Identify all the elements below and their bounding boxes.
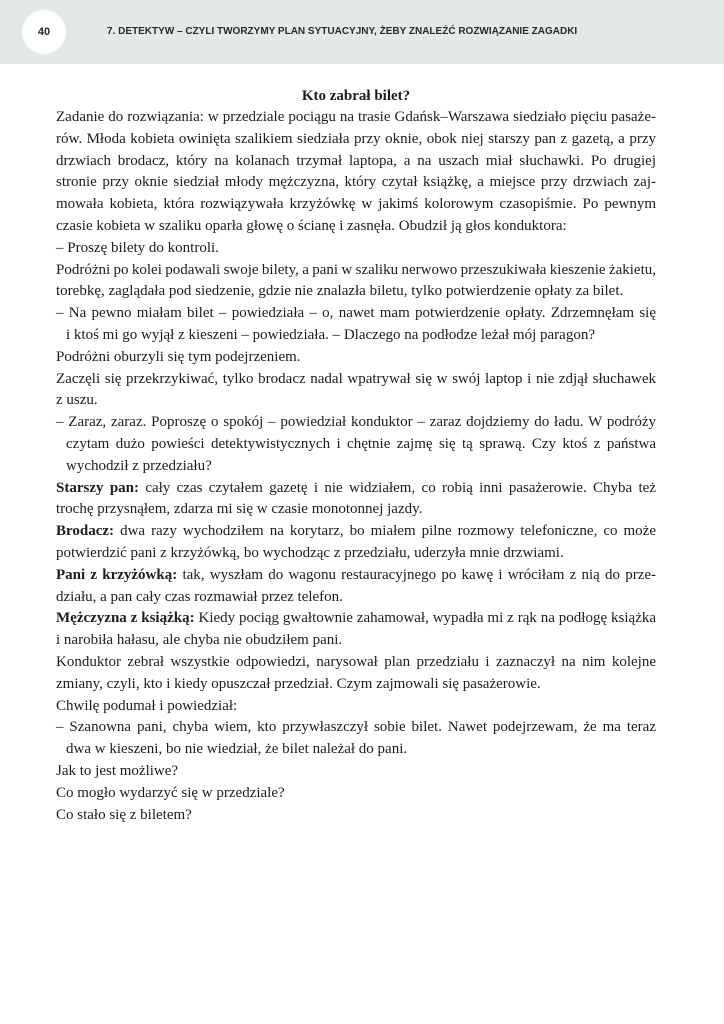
dialogue-paragraph	[56, 717, 656, 761]
narrative-paragraph	[56, 347, 656, 369]
text-line: – Proszę bilety do kontroli.	[56, 239, 219, 256]
speaker-label: Pani z krzyżówką:	[56, 566, 178, 583]
narrative-paragraph	[56, 369, 656, 413]
testimony-text: dwa razy wychodziłem na korytarz, bo miałem pilne rozmowy telefoniczne, co może	[120, 523, 656, 540]
text-line	[56, 608, 656, 630]
speaker-label: Starszy pan:	[56, 479, 139, 496]
testimony-text: tak, wyszłam do wagonu restauracyjnego po kawę i wróciłam z nią do prze-	[182, 566, 657, 583]
page-number-badge	[22, 10, 66, 54]
text-line: – Na pewno miałam bilet – powiedziała – o, nawet mam potwierdzenie opłaty. Zdrzemnęłam się	[56, 305, 656, 322]
dialogue-paragraph	[56, 303, 656, 347]
question	[56, 805, 656, 827]
story	[56, 85, 656, 826]
text-line: i narobiła hałasu, ale chyba nie obudziłem pani.	[56, 632, 343, 649]
testimony-text: Kiedy pociąg gwałtownie zahamował, wypadła mi z rąk na podłogę książka	[198, 610, 657, 627]
narrative-paragraph	[56, 107, 656, 238]
text-line: Podróżni po kolei podawali swoje bilety, a pani w szaliku nerwowo przeszukiwała kieszenie żakietu,	[56, 261, 656, 278]
text-line	[56, 521, 656, 543]
narrative-paragraph	[56, 260, 656, 304]
story-title: Kto zabrał bilet?	[301, 88, 411, 104]
testimony-paragraph	[56, 521, 656, 565]
chapter-title: 7. DETEKTYW – CZYLI TWORZYMY PLAN SYTUACYJNY, ŻEBY ZNALEŹĆ ROZWIĄZANIE ZAGADKI	[107, 26, 578, 37]
text-line: potwierdzić pani z krzyżówką, bo wychodząc z przedziału, uderzyła mnie drzwiami.	[56, 544, 564, 561]
text-line: zmiany, czyli, kto i kiedy opuszczał przedział. Czym zajmowali się pasażerowie.	[56, 675, 541, 692]
question	[56, 783, 656, 805]
text-line: Konduktor zebrał wszystkie odpowiedzi, narysował plan przedziału i zaznaczył na nim kolejne	[56, 653, 656, 670]
running-header	[0, 0, 724, 64]
text-line: dwa w kieszeni, bo nie wiedział, że bilet należał do pani.	[66, 741, 408, 758]
question	[56, 761, 656, 783]
text-line: trochę przysnąłem, zdarza mi się w czasie monotonnej jazdy.	[56, 501, 423, 518]
text-line: czasie kobieta w szaliku oparła głowę o ścianę i zasnęła. Obudził ją głos konduktora:	[56, 217, 567, 234]
text-line: Jak to jest możliwe?	[56, 762, 179, 779]
text-line	[56, 565, 656, 587]
text-line: Chwilę podumał i powiedział:	[56, 697, 238, 714]
text-line: rów. Młoda kobieta owinięta szalikiem siedziała przy oknie, obok niej starszy pan z gazetą, a przy	[56, 130, 656, 147]
text-line: mowała kobieta, która rozwiązywała krzyżówkę w jakimś kolorowym czasopiśmie. Po pewnym	[56, 196, 656, 213]
testimony-paragraph	[56, 478, 656, 522]
testimony-paragraph	[56, 565, 656, 609]
testimony-text: cały czas czytałem gazetę i nie widziałem, co robią inni pasażerowie. Chyba też	[145, 479, 656, 496]
speaker-label: Mężczyzna z książką:	[56, 610, 195, 627]
text-line: torebkę, zaglądała pod siedzenie, gdzie nie znalazła biletu, tylko potwierdzenie opłaty za bilet.	[56, 283, 624, 300]
text-line: – Szanowna pani, chyba wiem, kto przywłaszczył sobie bilet. Nawet podejrzewam, że ma teraz	[56, 719, 656, 736]
narrative-paragraph	[56, 652, 656, 696]
testimony-paragraph	[56, 608, 656, 652]
text-line: drzwiach brodacz, który na kolanach trzymał laptopa, a na uszach miał słuchawki. Po drugiej	[56, 152, 656, 169]
text-line: i ktoś mi go wyjął z kieszeni – powiedziała. – Dlaczego na podłodze leżał mój paragon?	[66, 326, 595, 343]
text-line: z uszu.	[56, 392, 98, 409]
dialogue-paragraph	[56, 238, 656, 260]
text-line: – Zaraz, zaraz. Poproszę o spokój – powiedział konduktor – zaraz dojdziemy do ładu. W podróży	[56, 414, 656, 431]
page-number: 40	[37, 26, 51, 38]
text-line: Co mogło wydarzyć się w przedziale?	[56, 784, 285, 801]
narrative-paragraph	[56, 696, 656, 718]
text-line: stronie przy oknie siedział młody mężczyzna, który czytał książkę, a miejsce przy drzwiach zaj-	[56, 174, 656, 191]
text-line: Co stało się z biletem?	[56, 806, 192, 823]
text-line: wychodził z przedziału?	[66, 457, 212, 474]
text-line: Podróżni oburzyli się tym podejrzeniem.	[56, 348, 301, 365]
text-line: działu, a pan cały czas rozmawiał przez telefon.	[56, 588, 343, 605]
text-line: czytam dużo powieści detektywistycznych i chętnie zajmę się tą sprawą. Czy ktoś z państwa	[66, 435, 656, 452]
speaker-label: Brodacz:	[56, 523, 115, 540]
text-line	[56, 478, 656, 500]
text-line: Zadanie do rozwiązania: w przedziale pociągu na trasie Gdańsk–Warszawa siedziało pięciu pasaże-	[56, 109, 656, 125]
text-line: Zaczęli się przekrzykiwać, tylko brodacz nadal wpatrywał się w swój laptop i nie zdjął słuchawek	[56, 370, 656, 387]
dialogue-paragraph	[56, 412, 656, 477]
